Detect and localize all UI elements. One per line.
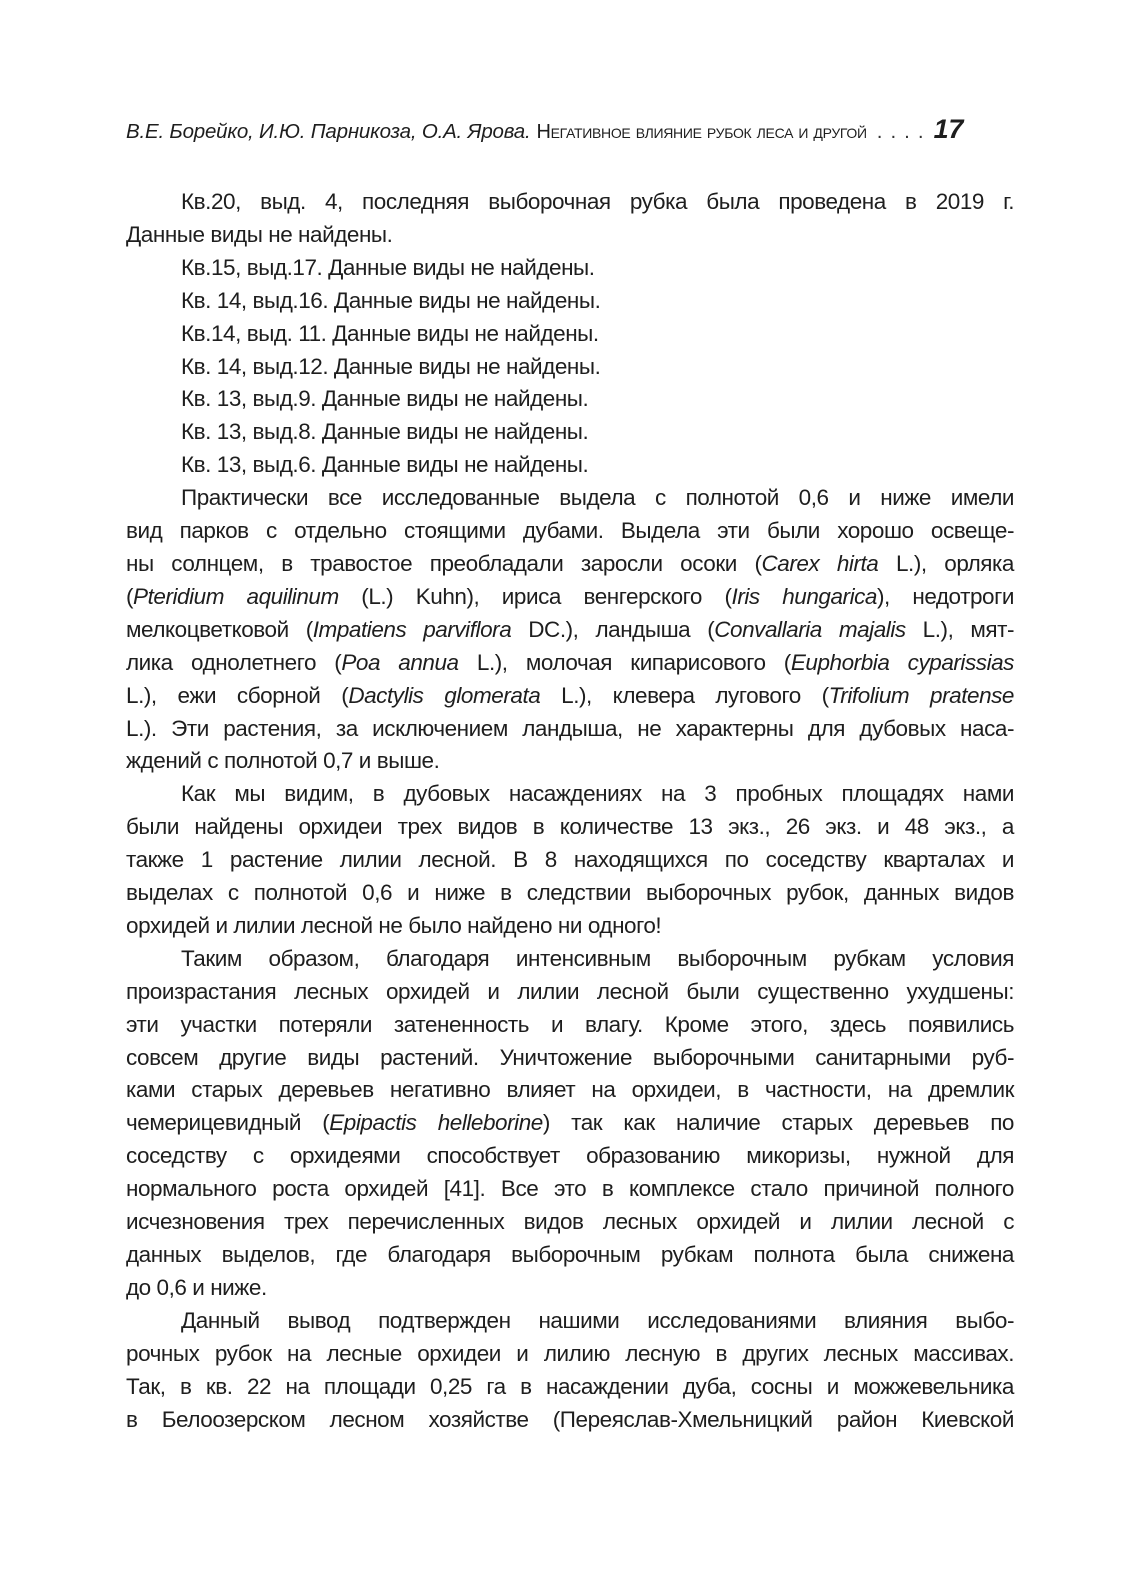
text-line: соседству с орхидеями способствует образованию микоризы, нужной для	[126, 1143, 1014, 1169]
text-line	[126, 614, 1014, 647]
text-line: эти участки потеряли затененность и влагу. Кроме этого, здесь появились	[126, 1011, 1014, 1037]
text-run: L.), мят-	[905, 616, 1015, 642]
species-name: Poa annua	[341, 649, 459, 675]
list-item: Кв. 14, выд.16. Данные виды не найдены.	[181, 287, 601, 313]
species-name: Euphorbia cyparissias	[790, 649, 1014, 675]
text-line	[126, 581, 1014, 614]
text-line: ками старых деревьев негативно влияет на орхидеи, в частности, на дремлик	[126, 1077, 1014, 1103]
list-item: Кв. 13, выд.6. Данные виды не найдены.	[181, 452, 589, 478]
list-item: Кв. 14, выд.12. Данные виды не найдены.	[181, 353, 601, 379]
text-line: были найдены орхидеи трех видов в количестве 13 экз., 26 экз. и 48 экз., а	[126, 814, 1014, 840]
text-run: ны солнцем, в травостое преобладали заросли осоки (	[126, 550, 762, 576]
list-item: Кв. 13, выд.9. Данные виды не найдены.	[181, 386, 589, 412]
text-run: DC.), ландыша (	[511, 616, 715, 642]
list-item: Кв.15, выд.17. Данные виды не найдены.	[181, 254, 595, 280]
compartment-list	[126, 252, 1014, 482]
text-run: L.), орляка	[878, 550, 1014, 576]
paragraph-3	[126, 778, 1014, 943]
text-line: Кв.20, выд. 4, последняя выборочная рубка была проведена в 2019 г.	[181, 189, 1014, 214]
text-line: данных выделов, где благодаря выборочным рубкам полнота была снижена	[126, 1242, 1014, 1267]
species-name: Impatiens parviflora	[312, 616, 512, 642]
text-line: Данные виды не найдены.	[126, 221, 393, 247]
text-line: исчезновения трех перечисленных видов лесных орхидей и лилии лесной с	[126, 1209, 1014, 1235]
species-name: Convallaria majalis	[714, 616, 906, 642]
list-item: Кв.14, выд. 11. Данные виды не найдены.	[181, 320, 599, 346]
header-authors: В.Е. Борейко, И.Ю. Парникоза, О.А. Ярова.	[126, 120, 531, 143]
paragraph-1	[126, 186, 1014, 252]
text-line: нормального роста орхидей [41]. Все это в комплексе стало причиной полного	[126, 1176, 1014, 1202]
text-line	[126, 548, 1014, 581]
paragraph-2	[126, 482, 1014, 778]
text-line: до 0,6 и ниже.	[126, 1274, 267, 1300]
text-line: произрастания лесных орхидей и лилии лесной были существенно ухудшены:	[126, 978, 1014, 1004]
text-run: ), недотроги	[877, 583, 1014, 609]
species-name: Dactylis glomerata	[348, 682, 541, 708]
species-name: Carex hirta	[761, 550, 879, 576]
paragraph-4	[126, 943, 1014, 1305]
text-run: мелкоцветковой (	[126, 616, 313, 642]
text-line: Так, в кв. 22 на площади 0,25 га в насаждении дуба, сосны и можжевельника	[126, 1373, 1014, 1399]
text-line: также 1 растение лилии лесной. В 8 находящихся по соседству кварталах и	[126, 847, 1014, 873]
text-line	[126, 680, 1014, 713]
text-run: (	[126, 583, 134, 609]
text-line: выделах с полнотой 0,6 и ниже в следствии выборочных рубок, данных видов	[126, 880, 1014, 906]
list-item: Кв. 13, выд.8. Данные виды не найдены.	[181, 419, 589, 445]
header-leader-dots: ....	[876, 120, 932, 143]
species-name: Iris hungarica	[731, 583, 877, 609]
text-line: L.). Эти растения, за исключением ландыша, не характерны для дубовых наса-	[126, 715, 1014, 741]
species-name: Epipactis helleborine	[329, 1110, 543, 1136]
text-line: рочных рубок на лесные орхидеи и лилию лесную в других лесных массивах.	[126, 1340, 1014, 1366]
text-line	[126, 647, 1014, 680]
running-header	[126, 114, 1016, 154]
text-line: Практически все исследованные выдела с полнотой 0,6 и ниже имели	[181, 485, 1014, 511]
body-text	[126, 186, 1014, 1436]
text-line: орхидей и лилии лесной не было найдено ни одного!	[126, 912, 662, 938]
text-line: ждений с полнотой 0,7 и выше.	[126, 748, 440, 774]
text-line: вид парков с отдельно стоящими дубами. Выдела эти были хорошо освеще-	[126, 518, 1014, 544]
paragraph-5	[126, 1305, 1014, 1437]
text-run: ) так как наличие старых деревьев по	[542, 1110, 1014, 1136]
text-run: L.), клевера лугового (	[540, 682, 829, 708]
page-number: 17	[933, 114, 964, 144]
species-name: Trifolium pratense	[828, 682, 1014, 708]
text-run: лика однолетнего (	[126, 649, 342, 675]
text-line: Как мы видим, в дубовых насаждениях на 3 пробных площадях нами	[181, 781, 1014, 807]
text-run: L.), ежи сборной (	[126, 682, 349, 708]
text-run: чемерицевидный (	[126, 1110, 330, 1136]
text-line: в Белоозерском лесном хозяйстве (Переяслав-Хмельницкий район Киевской	[126, 1406, 1014, 1432]
text-run: (L.) Kuhn), ириса венгерского (	[338, 583, 732, 609]
text-line: Таким образом, благодаря интенсивным выборочным рубкам условия	[181, 945, 1014, 971]
species-name: Pteridium aquilinum	[133, 583, 339, 609]
text-line: совсем другие виды растений. Уничтожение выборочными санитарными руб-	[126, 1044, 1014, 1070]
text-line	[126, 1107, 1014, 1140]
text-run: L.), молочая кипарисового (	[458, 649, 791, 675]
header-title: Негативное влияние рубок леса и другой	[536, 121, 867, 143]
text-line: Данный вывод подтвержден нашими исследованиями влияния выбо-	[181, 1307, 1014, 1333]
